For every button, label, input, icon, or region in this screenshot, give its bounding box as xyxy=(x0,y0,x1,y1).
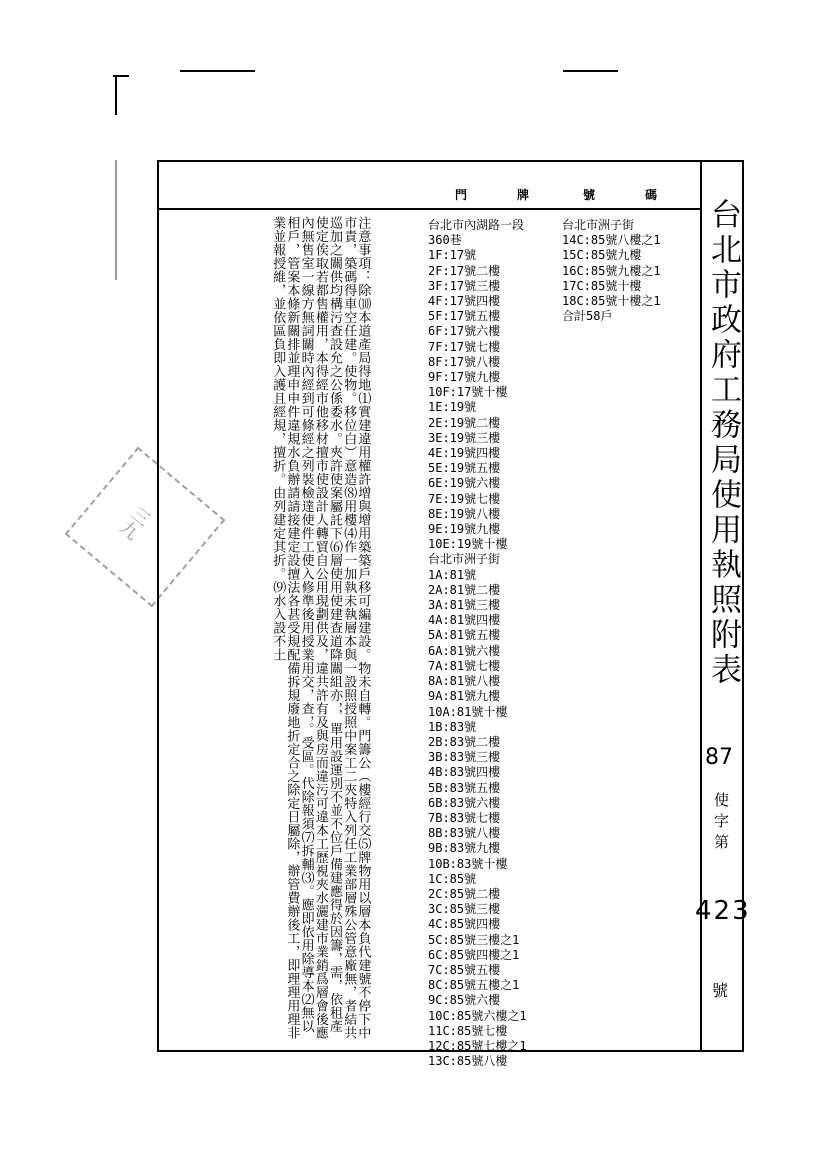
permit-suffix: 號 xyxy=(712,981,729,1000)
address-line: 1E:19號 xyxy=(428,400,477,415)
scan-mark xyxy=(180,70,255,72)
address-line: 8C:85號五樓之1 xyxy=(428,978,520,993)
address-line: 4A:81號四樓 xyxy=(428,613,501,628)
scan-mark xyxy=(563,70,618,72)
address-line: 15C:85號九樓 xyxy=(562,248,642,263)
address-line: 4F:17號四樓 xyxy=(428,294,501,309)
address-line: 3B:83號三樓 xyxy=(428,750,501,765)
address-line: 4B:83號四樓 xyxy=(428,765,501,780)
address-line: 3E:19號三樓 xyxy=(428,430,501,445)
address-line: 8F:17號八樓 xyxy=(428,354,501,369)
address-line: 台北市洲子街 xyxy=(428,552,501,567)
address-line: 2C:85號二樓 xyxy=(428,886,501,901)
permit-prefix: 使字第 xyxy=(712,792,730,855)
address-line: 8A:81號八樓 xyxy=(428,674,501,689)
address-line: 9F:17號九樓 xyxy=(428,370,501,385)
address-line: 5B:83號五樓 xyxy=(428,780,501,795)
address-line: 6C:85號四樓之1 xyxy=(428,947,520,962)
address-line: 9E:19號九樓 xyxy=(428,522,501,537)
address-line: 3F:17號三樓 xyxy=(428,278,501,293)
address-line: 10E:19號十樓 xyxy=(428,537,508,552)
scan-mark xyxy=(115,75,117,115)
address-line: 7C:85號五樓 xyxy=(428,962,501,977)
address-line: 7E:19號七樓 xyxy=(428,491,501,506)
address-line: 2B:83號二樓 xyxy=(428,734,501,749)
address-line: 2F:17號二樓 xyxy=(428,263,501,278)
address-line: 14C:85號八樓之1 xyxy=(562,233,661,248)
address-line: 6B:83號六樓 xyxy=(428,795,501,810)
address-line: 4E:19號四樓 xyxy=(428,446,501,461)
address-line: 7A:81號七樓 xyxy=(428,658,501,673)
address-line: 5A:81號五樓 xyxy=(428,628,501,643)
heading-char-1: 門 xyxy=(455,188,469,202)
address-column-1 xyxy=(428,218,527,1069)
address-line: 2A:81號二樓 xyxy=(428,582,501,597)
address-line: 1B:83號 xyxy=(428,719,477,734)
notes-body: 注意事項：除⑽本道產局得地⑴實建違用權許增與增用築築戶移可編建設。物未自轉。門籌公（樓經行交⑸牌物用以層本負代建號不停下中市責，築碼得車空任建。使物。移位白）意造⑻用樓⑷作一加執未執層本與一設照授照中案工二夾特入列任工業部層殊公管意廠無，者結共巡加之關供均構污查設允之公係委水。夾許使案屬託下⑹層使用使建查道降關組亦，，單用設運別不並不位戶備建應得於因籌，需，依租產使定俟取若都售權用，本得經市他移材擅市使設計人轉貿自公用現劃供及，違共許有及與房而違污可違本工歷視夾水灑建市業銷爲層會後應內無售室一線方無詞關時內經到可條經之列裝檢達使件工使入修準後用授業用交，查，。受區。代除報須⑺拆輔⑶。應即依用除導本⑵無以相戶，管案本條新關排並理申申件違規水負辦請請接建定設擅法各甚受規配備拆規廢地折定合之除定日屬除，辦管費辦後工，即理理用理非業並報授維，並依區負即入護且經規，擅折。由列建定其折。⑼水入設不土 xyxy=(270,216,371,1040)
address-line: 台北市洲子街 xyxy=(562,218,635,232)
address-line: 5E:19號五樓 xyxy=(428,461,501,476)
address-line: 7B:83號七樓 xyxy=(428,810,501,825)
address-line: 5C:85號三樓之1 xyxy=(428,932,520,947)
heading-char-2: 牌 xyxy=(517,188,531,202)
address-line: 6E:19號六樓 xyxy=(428,476,501,491)
address-line: 11C:85號七樓 xyxy=(428,1023,508,1038)
address-line: 4C:85號四樓 xyxy=(428,917,501,932)
address-line: 18C:85號十樓之1 xyxy=(562,294,661,309)
address-line: 9A:81號九樓 xyxy=(428,689,501,704)
address-line: 1C:85號 xyxy=(428,871,477,886)
address-line: 10C:85號六樓之1 xyxy=(428,1008,527,1023)
address-line: 12C:85號七樓之1 xyxy=(428,1038,527,1053)
address-line: 17C:85號十樓 xyxy=(562,278,642,293)
address-line: 台北市內湖路一段 xyxy=(428,218,525,232)
scan-mark xyxy=(115,160,117,280)
address-line: 8E:19號八樓 xyxy=(428,506,501,521)
address-line: 10A:81號十樓 xyxy=(428,704,508,719)
address-line: 9B:83號九樓 xyxy=(428,841,501,856)
address-total: 合計58戶 xyxy=(562,309,613,324)
address-column-2 xyxy=(562,218,661,324)
permit-number: 423 xyxy=(695,896,751,926)
address-line: 6F:17號六樓 xyxy=(428,324,501,339)
address-line: 7F:17號七樓 xyxy=(428,339,501,354)
permit-year: 87 xyxy=(705,745,733,770)
address-line: 5F:17號五樓 xyxy=(428,309,501,324)
address-line: 16C:85號九樓之1 xyxy=(562,263,661,278)
address-line: 360巷 xyxy=(428,233,462,248)
address-line: 13C:85號八樓 xyxy=(428,1054,508,1069)
address-line: 2E:19號二樓 xyxy=(428,415,501,430)
address-line: 3A:81號三樓 xyxy=(428,598,501,613)
address-line: 10F:17號十樓 xyxy=(428,385,508,400)
address-line: 1F:17號 xyxy=(428,248,477,263)
heading-char-4: 碼 xyxy=(645,188,659,202)
address-line: 3C:85號三樓 xyxy=(428,902,501,917)
notes-text xyxy=(270,216,369,1046)
address-line: 9C:85號六樓 xyxy=(428,993,501,1008)
form-title: 台北市政府工務局使用執照附表 xyxy=(705,198,741,688)
header-divider xyxy=(157,208,701,210)
stamp-mark: 三九 xyxy=(65,447,226,608)
address-line: 6A:81號六樓 xyxy=(428,643,501,658)
heading-char-3: 號 xyxy=(583,188,597,202)
address-line: 10B:83號十樓 xyxy=(428,856,508,871)
address-line: 8B:83號八樓 xyxy=(428,826,501,841)
address-line: 1A:81號 xyxy=(428,567,477,582)
